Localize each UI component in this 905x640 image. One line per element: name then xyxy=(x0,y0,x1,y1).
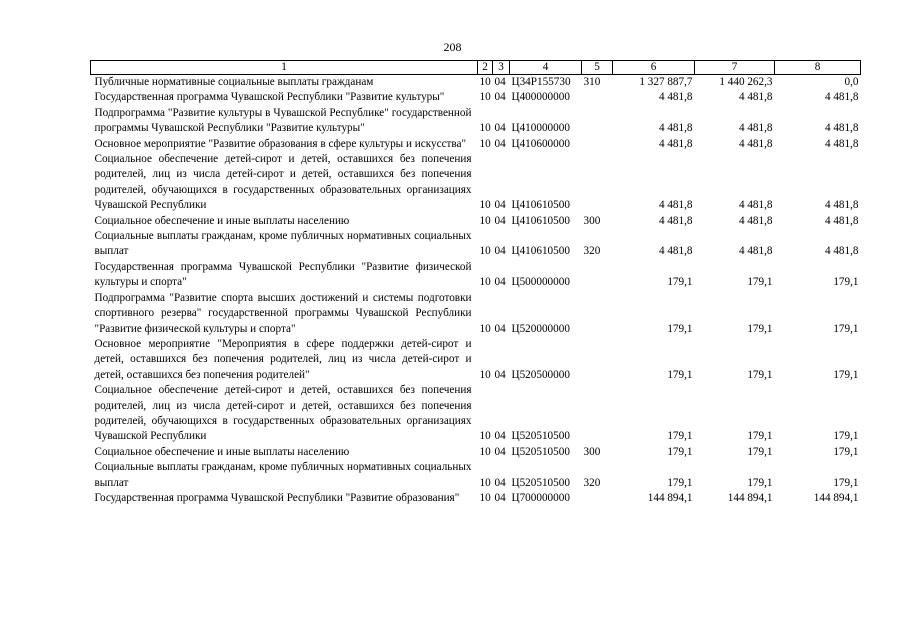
target-article-cell: Ц520510500 xyxy=(511,445,570,458)
subsection-code-cell: 04 xyxy=(494,276,506,289)
table-body xyxy=(91,75,861,507)
amount-col8-cell: 4 481,8 xyxy=(824,137,859,150)
row-name-cell: Основное мероприятие "Мероприятия в сфере поддержки детей-сирот и детей, оставшихся без попечения родителей, лиц из числа детей-сирот и детей, оставшихся без попечения родителей" xyxy=(94,337,472,381)
section-code-cell: 10 xyxy=(479,214,491,227)
subsection-code-cell: 04 xyxy=(494,445,506,458)
column-header-1: 1 xyxy=(91,61,478,75)
column-header-4: 4 xyxy=(510,61,582,75)
subsection-code-cell: 04 xyxy=(494,476,506,489)
amount-col6-cell: 179,1 xyxy=(667,368,693,381)
amount-col6-cell: 1 327 887,7 xyxy=(639,76,693,88)
section-code-cell: 10 xyxy=(479,76,491,88)
row-name-cell: Социальное обеспечение и иные выплаты населению xyxy=(94,445,350,458)
amount-col7-cell: 179,1 xyxy=(747,322,773,335)
amount-col8-cell: 179,1 xyxy=(833,445,859,458)
amount-col6-cell: 179,1 xyxy=(667,476,693,489)
table-row xyxy=(91,383,861,445)
amount-col8-cell: 179,1 xyxy=(833,322,859,335)
row-name-cell: Социальное обеспечение детей-сирот и детей, оставшихся без попечения родителей, лиц из числа детей-сирот и детей, оставшихся без попечения родителей, обучающихся в государственных образовательных организациях Чувашской Республики xyxy=(94,153,472,212)
subsection-code-cell: 04 xyxy=(494,91,506,104)
table-row xyxy=(91,445,861,460)
amount-col6-cell: 179,1 xyxy=(667,445,693,458)
row-name-cell: Социальные выплаты гражданам, кроме публичных нормативных социальных выплат xyxy=(94,461,472,489)
target-article-cell: Ц700000000 xyxy=(511,491,570,504)
table-row xyxy=(91,106,861,137)
target-article-cell: Ц500000000 xyxy=(511,276,570,289)
row-name-cell: Государственная программа Чувашской Республики "Развитие культуры" xyxy=(94,91,445,104)
row-name-cell: Социальные выплаты гражданам, кроме публичных нормативных социальных выплат xyxy=(94,230,472,258)
amount-col7-cell: 179,1 xyxy=(747,445,773,458)
subsection-code-cell: 04 xyxy=(494,430,506,443)
amount-col6-cell: 179,1 xyxy=(667,430,693,443)
table-row xyxy=(91,460,861,491)
amount-col8-cell: 4 481,8 xyxy=(824,122,859,135)
target-article-cell: Ц520510500 xyxy=(511,430,570,443)
column-header-8: 8 xyxy=(775,61,861,75)
expense-type-cell: 320 xyxy=(583,245,601,258)
table-row xyxy=(91,291,861,337)
table-row xyxy=(91,491,861,506)
section-code-cell: 10 xyxy=(479,199,491,212)
subsection-code-cell: 04 xyxy=(494,214,506,227)
amount-col7-cell: 4 481,8 xyxy=(738,199,773,212)
section-code-cell: 10 xyxy=(479,137,491,150)
section-code-cell: 10 xyxy=(479,122,491,135)
expense-type-cell xyxy=(582,383,613,445)
amount-col7-cell: 179,1 xyxy=(747,368,773,381)
amount-col7-cell: 4 481,8 xyxy=(738,245,773,258)
amount-col6-cell: 144 894,1 xyxy=(647,491,693,504)
row-name-cell: Социальное обеспечение детей-сирот и детей, оставшихся без попечения родителей, лиц из числа детей-сирот и детей, оставшихся без попечения родителей, обучающихся в государственных образовательных организациях Чувашской Республики xyxy=(94,384,472,443)
amount-col8-cell: 4 481,8 xyxy=(824,214,859,227)
amount-col7-cell: 4 481,8 xyxy=(738,91,773,104)
target-article-cell: Ц410600000 xyxy=(511,137,570,150)
expense-type-cell xyxy=(582,260,613,291)
expense-type-cell xyxy=(582,152,613,214)
table-row xyxy=(91,337,861,383)
column-header-6: 6 xyxy=(613,61,695,75)
amount-col8-cell: 179,1 xyxy=(833,368,859,381)
amount-col6-cell: 4 481,8 xyxy=(658,214,693,227)
amount-col7-cell: 144 894,1 xyxy=(727,491,773,504)
row-name-cell: Социальное обеспечение и иные выплаты населению xyxy=(94,214,350,227)
subsection-code-cell: 04 xyxy=(494,368,506,381)
subsection-code-cell: 04 xyxy=(494,137,506,150)
table-row xyxy=(91,260,861,291)
subsection-code-cell: 04 xyxy=(494,322,506,335)
row-name-cell: Подпрограмма "Развитие культуры в Чувашской Республике" государственной программы Чувашской Республики "Развитие культуры" xyxy=(94,106,472,135)
amount-col7-cell: 179,1 xyxy=(747,276,773,289)
section-code-cell: 10 xyxy=(479,491,491,504)
table-row xyxy=(91,229,861,260)
expense-type-cell xyxy=(582,106,613,137)
table-row xyxy=(91,75,861,91)
subsection-code-cell: 04 xyxy=(494,122,506,135)
section-code-cell: 10 xyxy=(479,276,491,289)
budget-table xyxy=(90,60,861,506)
expense-type-cell xyxy=(582,491,613,506)
target-article-cell: Ц410000000 xyxy=(511,122,570,135)
row-name-cell: Основное мероприятие "Развитие образования в сфере культуры и искусства" xyxy=(94,137,467,150)
target-article-cell: Ц400000000 xyxy=(511,91,570,104)
subsection-code-cell: 04 xyxy=(494,245,506,258)
section-code-cell: 10 xyxy=(479,245,491,258)
amount-col8-cell: 4 481,8 xyxy=(824,199,859,212)
amount-col8-cell: 179,1 xyxy=(833,476,859,489)
row-name-cell: Государственная программа Чувашской Республики "Развитие образования" xyxy=(94,491,460,504)
target-article-cell: Ц410610500 xyxy=(511,199,570,212)
row-name-cell: Подпрограмма "Развитие спорта высших достижений и системы подготовки спортивного резерва" государственной программы Чувашской Республики "Развитие физической культуры и спорта" xyxy=(94,291,472,335)
amount-col8-cell: 4 481,8 xyxy=(824,91,859,104)
subsection-code-cell: 04 xyxy=(494,76,506,88)
column-number-row xyxy=(91,61,861,75)
expense-type-cell xyxy=(582,90,613,105)
amount-col6-cell: 4 481,8 xyxy=(658,137,693,150)
page-number: 208 xyxy=(443,40,462,54)
column-header-2: 2 xyxy=(478,61,493,75)
section-code-cell: 10 xyxy=(479,322,491,335)
table-row xyxy=(91,152,861,214)
amount-col8-cell: 4 481,8 xyxy=(824,245,859,258)
target-article-cell: Ц34Р155730 xyxy=(511,76,571,88)
row-name-cell: Государственная программа Чувашской Республики "Развитие физической культуры и спорта" xyxy=(94,260,472,289)
amount-col8-cell: 144 894,1 xyxy=(813,491,859,504)
expense-type-cell xyxy=(582,291,613,337)
amount-col6-cell: 4 481,8 xyxy=(658,91,693,104)
amount-col6-cell: 179,1 xyxy=(667,276,693,289)
table-row xyxy=(91,90,861,105)
amount-col6-cell: 179,1 xyxy=(667,322,693,335)
table-row xyxy=(91,137,861,152)
amount-col8-cell: 0,0 xyxy=(844,76,859,88)
expense-type-cell xyxy=(582,137,613,152)
amount-col7-cell: 179,1 xyxy=(747,476,773,489)
amount-col6-cell: 4 481,8 xyxy=(658,122,693,135)
row-name-cell: Публичные нормативные социальные выплаты гражданам xyxy=(94,76,374,88)
amount-col8-cell: 179,1 xyxy=(833,276,859,289)
subsection-code-cell: 04 xyxy=(494,199,506,212)
expense-type-cell: 320 xyxy=(583,476,601,489)
target-article-cell: Ц410610500 xyxy=(511,245,570,258)
target-article-cell: Ц410610500 xyxy=(511,214,570,227)
section-code-cell: 10 xyxy=(479,368,491,381)
expense-type-cell: 300 xyxy=(583,214,601,227)
target-article-cell: Ц520500000 xyxy=(511,368,570,381)
section-code-cell: 10 xyxy=(479,91,491,104)
table-row xyxy=(91,214,861,229)
column-header-5: 5 xyxy=(582,61,613,75)
expense-type-cell: 300 xyxy=(583,445,601,458)
section-code-cell: 10 xyxy=(479,430,491,443)
amount-col7-cell: 179,1 xyxy=(747,430,773,443)
target-article-cell: Ц520000000 xyxy=(511,322,570,335)
amount-col7-cell: 4 481,8 xyxy=(738,137,773,150)
target-article-cell: Ц520510500 xyxy=(511,476,570,489)
amount-col7-cell: 4 481,8 xyxy=(738,214,773,227)
expense-type-cell: 310 xyxy=(583,76,601,88)
amount-col7-cell: 4 481,8 xyxy=(738,122,773,135)
expense-type-cell xyxy=(582,337,613,383)
column-header-3: 3 xyxy=(493,61,510,75)
amount-col6-cell: 4 481,8 xyxy=(658,245,693,258)
amount-col6-cell: 4 481,8 xyxy=(658,199,693,212)
amount-col7-cell: 1 440 262,3 xyxy=(719,76,773,88)
column-header-7: 7 xyxy=(695,61,775,75)
amount-col8-cell: 179,1 xyxy=(833,430,859,443)
subsection-code-cell: 04 xyxy=(494,491,506,504)
section-code-cell: 10 xyxy=(479,476,491,489)
section-code-cell: 10 xyxy=(479,445,491,458)
